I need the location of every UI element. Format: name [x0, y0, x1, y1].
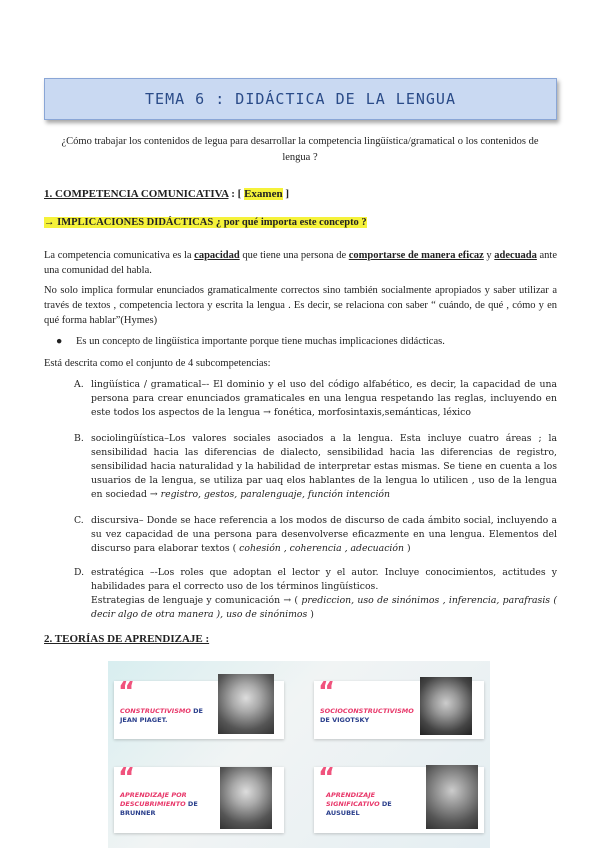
quote-icon: “ — [318, 763, 336, 793]
p1-c: que tiene una persona de — [239, 250, 349, 261]
p1-comportarse: comportarse de manera eficaz — [348, 250, 484, 261]
section-1-title: 1. COMPETENCIA COMUNICATIVA — [44, 188, 229, 200]
portrait-ausubel — [426, 765, 478, 829]
item-text: lingüística / gramatical–- El dominio y el uso del código alfabético, es decir, la capacidad de una persona para crear enunciados gramaticales en una lengua respetando las reglas, incluyendo en este todos los aspectos de la lengua → fonética, morfosintaxis,semánticas, léxico — [91, 379, 557, 418]
p1-adecuada: adecuada — [494, 250, 537, 261]
card-theory: CONSTRUCTIVISMO — [120, 707, 191, 715]
card-author: DE VIGOTSKY — [320, 716, 370, 724]
implicaciones-line — [44, 217, 367, 228]
card-label — [320, 707, 430, 725]
p1-capacidad: capacidad — [194, 250, 240, 261]
card-label — [120, 791, 220, 818]
item-letter: A. — [74, 379, 84, 390]
p1-e: y — [483, 250, 495, 261]
section-1-heading — [44, 188, 289, 200]
p1-a: La competencia comunicativa es la — [44, 250, 195, 261]
item-tail: ) — [403, 543, 411, 554]
p1-g: ante una comunidad del habla. — [44, 250, 558, 276]
subcompetence-b — [74, 432, 557, 502]
card-join: DE — [185, 800, 198, 808]
subcompetence-c — [74, 514, 557, 556]
item-line2: Estrategias de lenguaje y comunicación → ( — [91, 595, 302, 606]
learning-theories-figure — [108, 661, 490, 848]
guiding-question: ¿Cómo trabajar los contenidos de legua para desarrollar la competencia lingüística/gramatical o los contenidos de lengua ? — [61, 136, 539, 163]
section-1-sep: : [ — [228, 188, 245, 200]
exam-tag: Examen — [244, 188, 283, 200]
section-2-heading: 2. TEORÍAS DE APRENDIZAJE : — [44, 633, 210, 645]
item-letter: C. — [74, 515, 84, 526]
subcompetence-a — [74, 378, 557, 420]
card-author: BRUNNER — [120, 809, 156, 817]
quote-icon: “ — [118, 763, 136, 793]
portrait-piaget — [218, 674, 274, 734]
portrait-brunner — [220, 767, 272, 829]
card-join: DE — [379, 800, 392, 808]
paragraph-definition — [44, 248, 557, 278]
title-box — [44, 78, 557, 120]
item-text: sociolingüística–Los valores sociales asociados a la lengua. Esta incluye cuatro áreas ; la sensibilidad hacia las diferencias de dialecto, sensibilidad hacia las diferencias de registro, sensibilidad hacia naturalidad y la habilidad de interpretar estas mismas. Se tiene en cuenta a los usuarios de la lengua, se utiliza par uaq elos hablantes de la lengua lo utilicen , uso de la lengua en sociedad → — [91, 433, 557, 500]
card-theory: SOCIOCONSTRUCTIVISMO — [320, 707, 414, 715]
item-text: estratégica –-Los roles que adoptan el lector y el autor. Incluye conocimientos, actitudes y habilidades para el correcto uso de los términos lingüísticos. — [91, 567, 557, 592]
card-label — [120, 707, 215, 725]
section-1-close: ] — [282, 188, 289, 200]
quote-icon: “ — [318, 677, 336, 707]
item-italic: cohesión , coherencia , adecuación — [239, 543, 404, 554]
bullet-item — [56, 334, 556, 349]
quote-icon: “ — [118, 677, 136, 707]
implicaciones-text: → IMPLICACIONES DIDÁCTICAS ¿ por qué importa este concepto ? — [44, 217, 367, 228]
paragraph-subcompetencias: Está descrita como el conjunto de 4 subcompetencias: — [44, 358, 271, 369]
item-letter: D. — [74, 567, 85, 578]
card-label — [326, 791, 426, 818]
card-author: JEAN PIAGET. — [120, 716, 168, 724]
bullet-text: Es un concepto de lingüística importante porque tiene muchas implicaciones didácticas. — [76, 336, 445, 347]
item-italic: registro, gestos, paralenguaje, función intención — [160, 489, 391, 500]
item-letter: B. — [74, 433, 84, 444]
paragraph-hymes: No solo implica formular enunciados gramaticalmente correctos sino también socialmente apropiados y saber utilizar a través de textos , competencia lectora y escrita la lengua . Es decir, se relaciona con saber “ cuándo, de qué , cómo y en qué forma hablar”(Hymes) — [44, 285, 557, 326]
portrait-vigotsky — [420, 677, 472, 735]
item-text: discursiva– Donde se hace referencia a los modos de discurso de cada ámbito social, incluyendo a su vez capacidad de una persona para desenvolverse eficazmente en una lengua. Elementos del discurso para elaborar textos ( — [91, 515, 557, 554]
card-theory: APRENDIZAJE SIGNIFICATIVO — [326, 791, 380, 808]
item-italic: prediccion, uso de sinónimos , inferencia, parafrasis ( decir algo de otra manera ), uso de sinónimos — [91, 595, 557, 620]
page-title: TEMA 6 : DIDÁCTICA DE LA LENGUA — [145, 90, 456, 108]
subcompetence-d — [74, 566, 557, 622]
card-author: AUSUBEL — [326, 809, 360, 817]
bullet-dot: ● — [56, 336, 63, 347]
item-tail: ) — [307, 609, 314, 620]
card-join: DE — [190, 707, 203, 715]
card-theory: APRENDIZAJE POR DESCUBRIMIENTO — [120, 791, 187, 808]
